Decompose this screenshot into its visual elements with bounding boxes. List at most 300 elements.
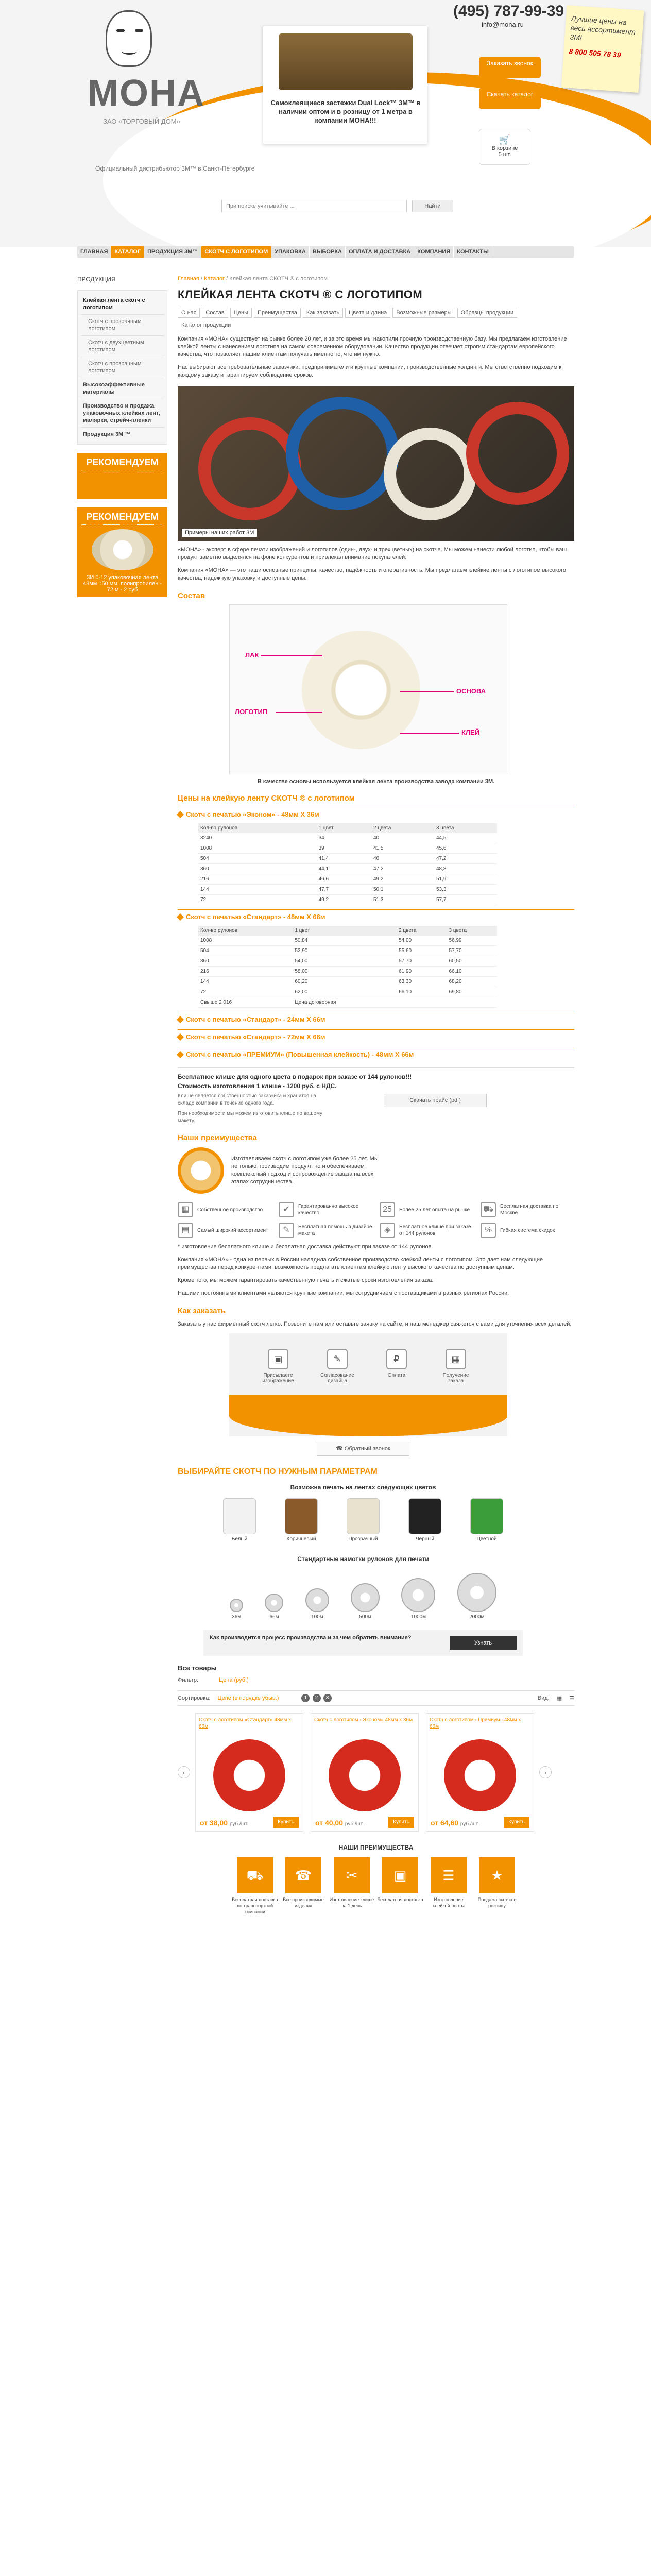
table-header: Кол-во рулонов (198, 926, 293, 936)
main-nav (77, 246, 574, 258)
factory-icon: ▦ (178, 1202, 193, 1217)
header-email[interactable]: info@mona.ru (482, 21, 524, 28)
promo-note (561, 5, 644, 93)
product-name[interactable]: Скотч с логотипом «Премиум» 48мм х 66м (430, 1717, 521, 1730)
promo-note-phone: 8 800 505 78 39 (568, 47, 622, 59)
colors-title: Возможна печать на лентах следующих цветов (290, 1484, 436, 1491)
advantage-2-text: Все производимые изделия (283, 1897, 324, 1908)
table-cell: 69,80 (447, 987, 497, 997)
product-image[interactable] (329, 1739, 401, 1811)
table-cell: 52,90 (293, 946, 397, 956)
table-cell: 66,10 (447, 967, 497, 977)
tape-size-circle (265, 1594, 283, 1612)
table-cell: 60,20 (293, 977, 397, 987)
advantage-2-icon: ☎ (285, 1857, 321, 1893)
table-cell: 49,2 (317, 895, 371, 905)
tape-colors-block (219, 1484, 507, 1620)
product-image[interactable] (444, 1739, 516, 1811)
table-cell: 39 (317, 843, 371, 854)
tab-how-to-order[interactable]: Как заказать (303, 308, 343, 318)
layer-label-glue: КЛЕЙ (461, 728, 480, 736)
tab-prices[interactable]: Цены (230, 308, 252, 318)
table-header: 1 цвет (293, 926, 397, 936)
sidebar-item-production[interactable]: Производство и продажа упаковочных клейких лент, малярки, стрейч-пленки (81, 399, 164, 428)
pagination (301, 1694, 332, 1702)
tape-size-circle (457, 1573, 496, 1612)
discount-icon: % (481, 1223, 496, 1238)
product-price: от 38,00 руб./шт. (200, 1819, 248, 1827)
section-tabs (178, 308, 574, 330)
search-box[interactable] (221, 200, 407, 212)
promo-text: Самоклеящиеся застежки Dual Lock™ 3М™ в наличии оптом и в розницу от 1 метра в компании МОНА!!! (270, 99, 421, 124)
tape-size-label: 2000м (469, 1614, 485, 1620)
product-card[interactable] (195, 1713, 303, 1832)
table-row (198, 874, 497, 885)
tape-color-item[interactable] (342, 1498, 384, 1542)
table-cell: 68,20 (447, 977, 497, 987)
cart-icon: 🛒 (499, 134, 511, 145)
sort-bar (178, 1690, 574, 1706)
tape-size-label: 1000м (410, 1614, 426, 1620)
grid-view-icon[interactable]: ▦ (556, 1695, 562, 1702)
page-title: КЛЕЙКАЯ ЛЕНТА СКОТЧ ® С ЛОГОТИПОМ (178, 288, 423, 301)
product-carousel (178, 1713, 574, 1832)
cart-count: 0 шт. (498, 151, 511, 158)
product-image[interactable] (213, 1739, 285, 1811)
advantages-2 (178, 1857, 574, 1915)
table-cell: 53,3 (434, 885, 497, 895)
advantage-2-text: Бесплатная доставка до транспортной компании (232, 1897, 278, 1914)
table-row (198, 895, 497, 905)
sidebar-item-transparent-logo[interactable]: Скотч с прозрачным логотипом (81, 315, 164, 336)
table-cell: 54,00 (293, 956, 397, 967)
table-cell (447, 997, 497, 1008)
price-group-standard-72[interactable]: Скотч с печатью «Стандарт» - 72мм Х 66м (178, 1029, 574, 1044)
table-cell: 55,60 (397, 946, 447, 956)
table-cell: 57,7 (434, 895, 497, 905)
table-cell: 40 (371, 833, 434, 843)
how-decor (229, 1395, 507, 1436)
advantages-intro (178, 1147, 574, 1194)
how-to-order-steps (229, 1333, 507, 1436)
stock-icon: ▤ (178, 1223, 193, 1238)
table-cell: 72 (198, 895, 317, 905)
promo-note-text: Лучшие цены на весь ассортимент 3М! (569, 14, 636, 42)
table-cell: 50,1 (371, 885, 434, 895)
page-2[interactable]: 2 (313, 1694, 321, 1702)
tape-color-item[interactable] (404, 1498, 446, 1542)
tab-advantages[interactable]: Преимущества (254, 308, 301, 318)
table-cell: 61,90 (397, 967, 447, 977)
tape-color-item[interactable] (281, 1498, 322, 1542)
consult-button[interactable]: Узнать (450, 1636, 517, 1650)
breadcrumb-catalog[interactable]: Каталог (204, 276, 225, 282)
table-cell: 47,7 (317, 885, 371, 895)
buy-button[interactable]: Купить (388, 1817, 414, 1828)
breadcrumb-current: Клейкая лента СКОТЧ ® с логотипом (229, 276, 328, 282)
step-design: ✎ Согласование дизайна (319, 1349, 355, 1384)
table-cell: 504 (198, 854, 317, 864)
tape-roll-swatch (347, 1498, 380, 1534)
delivery-icon: ⛟ (481, 1202, 496, 1217)
recommend-product-image (92, 529, 153, 570)
params-title: ВЫБИРАЙТЕ СКОТЧ ПО НУЖНЫМ ПАРАМЕТРАМ (178, 1467, 378, 1476)
sort-label: Сортировка: (178, 1695, 211, 1701)
table-row (198, 987, 497, 997)
product-card[interactable] (311, 1713, 419, 1832)
design-icon: ✎ (327, 1349, 348, 1369)
prev-arrow-icon[interactable]: ‹ (178, 1766, 190, 1778)
table-cell: 50,84 (293, 936, 397, 946)
advantage-2-icon: ✂ (334, 1857, 370, 1893)
table-cell: 504 (198, 946, 293, 956)
table-cell: 360 (198, 864, 317, 874)
nav-3m-products[interactable]: ПРОДУКЦИЯ 3M™ (144, 246, 201, 258)
advantages-intro-text: Изготавливаем скотч с логотипом уже более 25 лет. Мы не только производим продукт, но и обеспечиваем комплексный подход и сопровождение заказа на всех этапах сотрудничества. (231, 1156, 379, 1185)
recommend-banner-2[interactable] (77, 507, 167, 597)
logo-face-icon[interactable] (106, 10, 152, 67)
advantages-title: Наши преимущества (178, 1133, 257, 1142)
tape-size-label: 500м (359, 1614, 371, 1620)
product-name[interactable]: Скотч с логотипом «Эконом» 48мм х 36м (314, 1717, 413, 1723)
examples-image (178, 386, 574, 541)
nav-packaging[interactable]: УПАКОВКА (271, 246, 310, 258)
tab-catalog[interactable]: Каталог продукции (178, 320, 234, 330)
intro-text-4: Компания «МОНА» — это наши основные принципы: качество, надёжность и оперативность. Мы предлагаем клейкие ленты с логотипом высокого качества, надежную упаковку и доступные цены. (178, 567, 566, 581)
tape-color-name: Белый (231, 1536, 248, 1542)
nav-catalog[interactable]: КАТАЛОГ (111, 246, 144, 258)
composition-caption: В качестве основы используется клейкая лента производства завода компании 3М. (257, 778, 495, 785)
tape-color-name: Прозрачный (348, 1536, 378, 1542)
advantages-2-title: НАШИ ПРЕИМУЩЕСТВА (338, 1844, 414, 1851)
next-arrow-icon[interactable]: › (539, 1766, 552, 1778)
phone-icon: ☎ (336, 1446, 345, 1452)
logo[interactable]: МОНА (88, 73, 205, 114)
advantage-2-icon: ⛟ (237, 1857, 273, 1893)
tape-color-item[interactable] (219, 1498, 260, 1542)
table-cell: 47,2 (371, 864, 434, 874)
consult-block (203, 1630, 523, 1656)
sidebar-item-transparent-logo-2[interactable]: Скотч с прозрачным логотипом (81, 357, 164, 378)
free-cliche-title: Бесплатное клише для одного цвета в подарок при заказе от 144 рулонов!!! (178, 1073, 412, 1080)
tape-color-name: Черный (415, 1536, 435, 1542)
tape-size-circle (305, 1588, 329, 1612)
table-header: 3 цвета (434, 823, 497, 833)
search-input[interactable] (222, 200, 406, 212)
tape-roll-swatch (223, 1498, 256, 1534)
step-receive: ▦ Получение заказа (438, 1349, 474, 1384)
nav-contacts[interactable]: КОНТАКТЫ (454, 246, 492, 258)
quality-icon: ✔ (279, 1202, 294, 1217)
sidebar-item-3m[interactable]: Продукция 3М ™ (83, 431, 131, 437)
table-cell: 60,50 (447, 956, 497, 967)
advantage-item (481, 1223, 574, 1238)
sidebar-menu (77, 290, 167, 445)
image-icon: ▣ (268, 1349, 288, 1369)
tape-color-name: Коричневый (286, 1536, 316, 1542)
table-cell: Свыше 2 016 (198, 997, 293, 1008)
nav-payment-delivery[interactable]: ОПЛАТА И ДОСТАВКА (346, 246, 414, 258)
company-text-3: Нашими постоянными клиентами являются крупные компании, мы сотрудничаем с поставщиками в разных регионах России. (178, 1290, 509, 1296)
tape-size-label: 36м (232, 1614, 242, 1620)
table-cell: 1008 (198, 936, 293, 946)
product-price: от 40,00 руб./шт. (315, 1819, 364, 1827)
cart-label: В корзине (491, 145, 518, 151)
advantage-2-item (377, 1857, 423, 1915)
table-header: 1 цвет (317, 823, 371, 833)
recommend-title-2: РЕКОМЕНДУЕМ (81, 512, 163, 525)
promo-image (279, 33, 413, 90)
advantage-item (279, 1202, 372, 1217)
recommend-title: РЕКОМЕНДУЕМ (81, 457, 163, 470)
header-phone[interactable]: (495) 787-99-39 (453, 3, 564, 20)
tab-colors[interactable]: Цвета и длина (345, 308, 390, 318)
table-row (198, 843, 497, 854)
composition-title: Состав (178, 591, 205, 600)
cliche-icon: ◈ (380, 1223, 395, 1238)
table-row (198, 885, 497, 895)
tape-roll-swatch (470, 1498, 503, 1534)
payment-icon: ₽ (386, 1349, 407, 1369)
table-cell: 57,70 (397, 956, 447, 967)
tape-size-label: 100м (311, 1614, 323, 1620)
free-cliche-subtitle: Стоимость изготовления 1 клише - 1200 руб. с НДС. (178, 1082, 337, 1090)
recommend-banner-1[interactable] (77, 453, 167, 499)
sidebar-item-materials[interactable]: Высокоэффективные материалы (81, 378, 164, 399)
table-cell: 3240 (198, 833, 317, 843)
advantage-text: Бесплатная помощь в дизайне макета (298, 1224, 372, 1236)
price-group-econom[interactable]: Скотч с печатью «Эконом» - 48мм Х 36м (178, 807, 574, 821)
advantage-text: Гибкая система скидок (500, 1227, 555, 1233)
tape-size-item[interactable] (457, 1573, 496, 1620)
main-content (178, 276, 574, 1915)
filter-price[interactable]: Цена (руб.) (219, 1677, 249, 1683)
price-table-standard (198, 926, 497, 1008)
sort-select[interactable]: Цене (в порядке убыв.) (217, 1695, 279, 1701)
advantage-2-icon: ★ (479, 1857, 515, 1893)
advantage-2-item (474, 1857, 520, 1915)
table-row (198, 946, 497, 956)
tab-sizes[interactable]: Возможные размеры (392, 308, 455, 318)
composition-diagram (229, 604, 507, 774)
advantage-item (481, 1202, 574, 1217)
table-cell: 62,00 (293, 987, 397, 997)
download-price-button[interactable]: Скачать прайс (pdf) (384, 1094, 487, 1107)
advantage-item (178, 1202, 271, 1217)
consult-text: Как производится процесс производства и за чем обратить внимание? (210, 1635, 412, 1641)
intro-text-2: Нас выбирают все требовательные заказчики: предприниматели и крупные компании, производственные холдинги. Мы ответственно подходим к каждому заказу и гарантируем соблюдение сроков. (178, 364, 562, 378)
product-name[interactable]: Скотч с логотипом «Стандарт» 48мм х 66м (199, 1717, 292, 1730)
table-cell: 47,2 (434, 854, 497, 864)
advantage-2-item (425, 1857, 472, 1915)
advantage-2-text: Изготовление клейкой ленты (433, 1897, 465, 1908)
table-cell: 1008 (198, 843, 317, 854)
intro-text-1: Компания «МОНА» существует на рынке более 20 лет, и за это время мы накопили прочную производственную базу. Мы предлагаем изготовление клейкой ленты с нанесением логотипа на самом современном оборудовании. Качество продукции отвечает строгим стандартам европейского качества, что позволяет нашим клиентам получать именно то, что им нужно. (178, 336, 567, 358)
table-cell: 54,00 (397, 936, 447, 946)
table-cell: 48,8 (434, 864, 497, 874)
advantage-2-icon: ☰ (431, 1857, 467, 1893)
table-row (198, 977, 497, 987)
site-header (0, 0, 651, 247)
tape-size-item[interactable] (305, 1588, 329, 1620)
advantages-image (178, 1147, 224, 1194)
tape-size-circle (401, 1578, 435, 1612)
breadcrumb-home[interactable]: Главная (178, 276, 199, 282)
download-catalog-button[interactable]: Скачать каталог (479, 88, 541, 109)
tab-about[interactable]: О нас (178, 308, 200, 318)
tape-roll-swatch (285, 1498, 318, 1534)
tape-roll-image (302, 631, 420, 749)
tape-size-circle (351, 1583, 380, 1612)
search-button[interactable]: Найти (412, 200, 453, 212)
logo-subtitle: ЗАО «ТОРГОВЫЙ ДОМ» (103, 117, 180, 125)
page-1[interactable]: 1 (301, 1694, 310, 1702)
nav-home[interactable]: ГЛАВНАЯ (77, 246, 111, 258)
product-card[interactable] (426, 1713, 534, 1832)
tape-size-item[interactable] (265, 1594, 283, 1620)
table-row (198, 956, 497, 967)
advantages-note: * изготовление бесплатного клише и бесплатная доставка действуют при заказе от 144 рулонов. (178, 1244, 433, 1250)
step-payment: ₽ Оплата (379, 1349, 415, 1378)
step-upload: ▣ Присылаете изображение (260, 1349, 296, 1384)
table-row (198, 833, 497, 843)
table-cell: 49,2 (371, 874, 434, 885)
company-text-1: Компания «МОНА» - одна из первых в России наладила собственное производство клейкой ленты с логотипом. Это дает нам следующие преимущества перед конкурентами: возможность предлагать клиентам клейкую ленту высокого качества по доступным ценам. (178, 1257, 543, 1270)
how-to-order-text: Заказать у нас фирменный скотч легко. Позвоните нам или оставьте заявку на сайте, и наш менеджер свяжется с вами для уточнения всех деталей. (178, 1321, 572, 1327)
free-cliche-block (178, 1067, 574, 1124)
sidebar-item-logo-tape[interactable]: Клейкая лента скотч с логотипом (81, 294, 164, 315)
nav-company[interactable]: КОМПАНИЯ (414, 246, 454, 258)
table-cell: 144 (198, 885, 317, 895)
callback-button[interactable]: Заказать звонок (479, 57, 541, 78)
sidebar (77, 276, 167, 597)
tape-color-name: Цветной (476, 1536, 497, 1542)
breadcrumb: Главная / Каталог / Клейкая лента СКОТЧ ® с логотипом (178, 276, 328, 282)
layer-label-base: ОСНОВА (456, 687, 486, 695)
table-cell: 45,6 (434, 843, 497, 854)
table-row (198, 864, 497, 874)
filter-label: Фильтр: (178, 1677, 199, 1683)
price-table-econom (198, 823, 497, 905)
table-cell: 144 (198, 977, 293, 987)
buy-button[interactable]: Купить (273, 1817, 299, 1828)
filter-bar (178, 1677, 574, 1683)
sizes-title: Стандартные намотки рулонов для печати (297, 1555, 429, 1563)
advantage-2-text: Бесплатная доставка (377, 1897, 423, 1902)
table-cell: 44,1 (317, 864, 371, 874)
company-text-2: Кроме того, мы можем гарантировать качественную печать и сжатые сроки изготовления заказа. (178, 1277, 434, 1283)
table-cell: 44,5 (434, 833, 497, 843)
box-icon: ▦ (446, 1349, 466, 1369)
advantage-2-icon: ▣ (382, 1857, 418, 1893)
price-group-standard-48[interactable]: Скотч с печатью «Стандарт» - 48мм Х 66м (178, 909, 574, 924)
table-header: 2 цвета (397, 926, 447, 936)
price-group-standard-24[interactable]: Скотч с печатью «Стандарт» - 24мм Х 66м (178, 1012, 574, 1026)
table-header: Кол-во рулонов (198, 823, 317, 833)
table-row (198, 967, 497, 977)
table-cell: 41,5 (371, 843, 434, 854)
table-cell: Цена договорная (293, 997, 397, 1008)
table-cell (397, 997, 447, 1008)
table-cell: 216 (198, 967, 293, 977)
tape-size-item[interactable] (351, 1583, 380, 1620)
advantage-text: Бесплатное клише при заказе от 144 рулонов (399, 1224, 471, 1236)
design-icon: ✎ (279, 1223, 294, 1238)
buy-button[interactable]: Купить (504, 1817, 529, 1828)
advantage-2-item (329, 1857, 375, 1915)
price-group-premium[interactable]: Скотч с печатью «ПРЕМИУМ» (Повышенная клейкость) - 48мм Х 66м (178, 1047, 574, 1061)
tape-colors (219, 1498, 507, 1542)
sidebar-title: ПРОДУКЦИЯ (77, 276, 116, 283)
cart-widget[interactable] (479, 129, 530, 165)
view-label: Вид: (537, 1695, 550, 1701)
table-header: 3 цвета (447, 926, 497, 936)
table-cell: 57,70 (447, 946, 497, 956)
product-price: от 64,60 руб./шт. (431, 1819, 479, 1827)
advantage-item (178, 1223, 271, 1238)
free-cliche-note-2: При необходимости мы можем изготовить клише по вашему макету. (178, 1111, 323, 1124)
table-cell: 56,99 (447, 936, 497, 946)
table-row (198, 997, 497, 1008)
header-slogan: Не бывает плохих ... бывают неправильно подобранные товары! (470, 171, 617, 188)
intro-text-3: «МОНА» - эксперт в сфере печати изображений и логотипов (один-, двух- и трехцветных) на скотче. Мы можем нанести любой логотип, чтобы ваш продукт заметно выделялся на фоне конкурентов и привлекал внимание покупателей. (178, 547, 567, 561)
tape-sizes (219, 1573, 507, 1620)
table-cell: 51,3 (371, 895, 434, 905)
table-row (198, 854, 497, 864)
advantage-item (279, 1223, 372, 1238)
tape-size-item[interactable] (230, 1599, 243, 1620)
advantage-item (380, 1202, 473, 1217)
table-cell: 58,00 (293, 967, 397, 977)
table-header: 2 цвета (371, 823, 434, 833)
table-cell: 63,30 (397, 977, 447, 987)
table-cell: 34 (317, 833, 371, 843)
table-cell: 46 (371, 854, 434, 864)
table-cell: 51,9 (434, 874, 497, 885)
tab-samples[interactable]: Образцы продукции (457, 308, 518, 318)
page-3[interactable]: 3 (323, 1694, 332, 1702)
callback-button-2[interactable]: ☎ Обратный звонок (317, 1442, 409, 1456)
table-cell: 360 (198, 956, 293, 967)
advantage-text: Гарантированно высокое качество (298, 1204, 359, 1216)
layer-label-logo: ЛОГОТИП (235, 708, 268, 716)
sidebar-item-two-color-logo[interactable]: Скотч с двухцветным логотипом (81, 336, 164, 357)
table-cell: 41,4 (317, 854, 371, 864)
table-cell: 216 (198, 874, 317, 885)
advantage-text: Более 25 лет опыта на рынке (399, 1207, 470, 1213)
table-cell: 72 (198, 987, 293, 997)
prices-title: Цены на клейкую ленту СКОТЧ ® с логотипом (178, 794, 355, 803)
advantage-2-text: Изготовление клише за 1 день (329, 1897, 374, 1908)
examples-caption: Примеры наших работ 3М (182, 529, 257, 537)
nav-selection[interactable]: ВЫБОРКА (310, 246, 346, 258)
list-view-icon[interactable]: ☰ (569, 1695, 574, 1702)
nav-logo-tape[interactable]: СКОТЧ С ЛОГОТИПОМ (201, 246, 271, 258)
recommend-product-text: ЗИ 0-12 упаковочная лента 48мм 150 мм, полипропилен - 72 м - 2 руб (82, 574, 162, 593)
advantages-grid (178, 1202, 574, 1238)
tab-composition[interactable]: Состав (202, 308, 228, 318)
header-description: Официальный дистрибьютор 3M™ в Санкт-Петербурге (95, 165, 255, 172)
tape-roll-swatch (408, 1498, 441, 1534)
tape-size-item[interactable] (401, 1578, 435, 1620)
advantage-2-item (280, 1857, 327, 1915)
tape-size-label: 66м (269, 1614, 279, 1620)
advantage-item (380, 1223, 473, 1238)
advantage-text: Собственное производство (197, 1207, 263, 1213)
how-to-order-title: Как заказать (178, 1307, 226, 1315)
promo-banner[interactable] (263, 26, 427, 144)
tape-color-item[interactable] (466, 1498, 507, 1542)
